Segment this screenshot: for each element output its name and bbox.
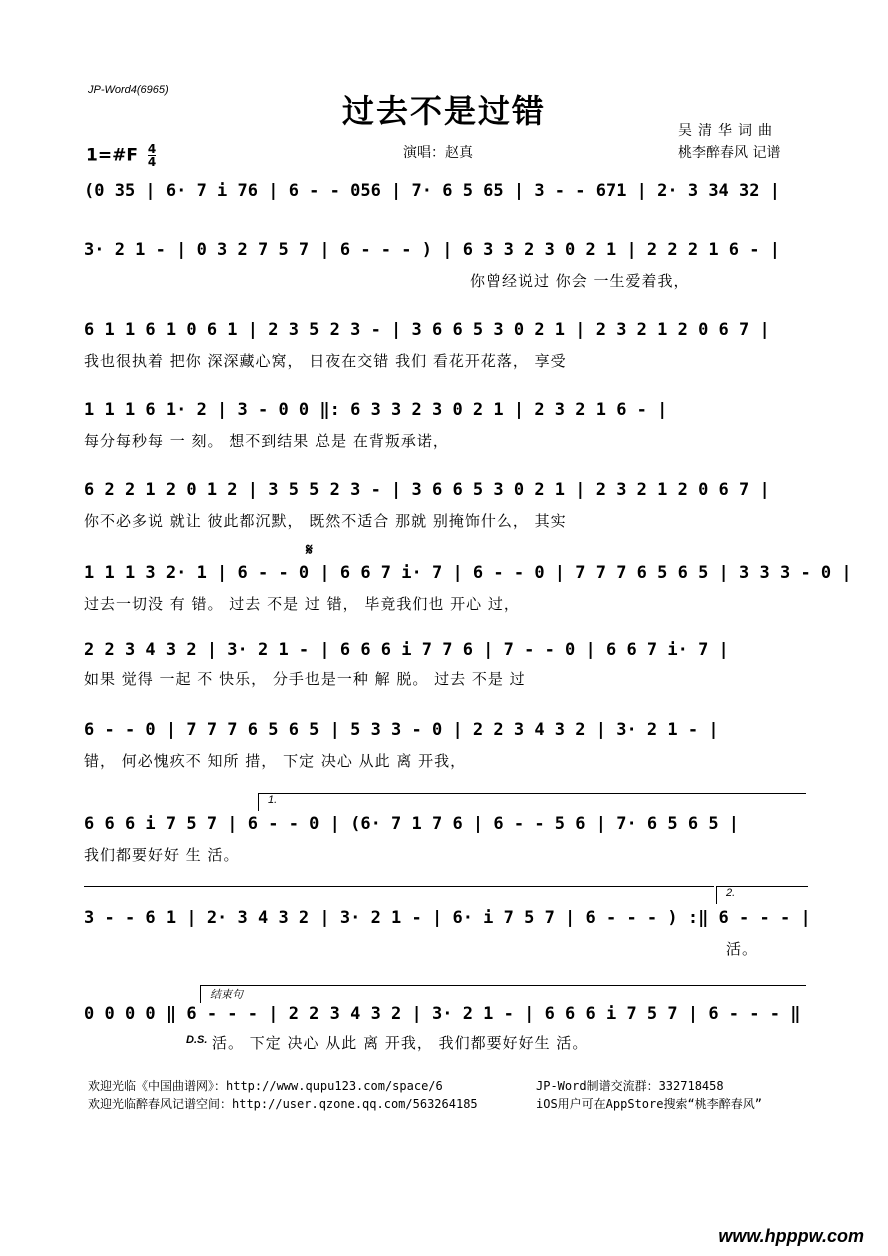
key-signature <box>86 143 156 168</box>
song-title: 过去不是过错 <box>341 92 546 130</box>
score-notes-3: 6 1 1 6 1 0 6 1 | 2 3 5 2 3 - | 3 6 6 5 3 0 2 1 | 2 3 2 1 2 0 6 7 | <box>84 320 770 340</box>
ending-line <box>200 985 806 986</box>
lyrics-11: 活。 下定 决心 从此 离 开我， 我们都要好好生 活。 <box>212 1034 589 1052</box>
transcriber-credit: 桃李醉春风 记谱 <box>678 145 781 161</box>
score-notes-11: 0 0 0 0 ‖ 6 - - - | 2 2 3 4 3 2 | 3· 2 1 - | 6 6 6 i 7 5 7 | 6 - - - ‖ <box>84 1004 801 1024</box>
lyrics-7: 如果 觉得 一起 不 快乐， 分手也是一种 解 脱。 过去 不是 过 <box>84 670 526 688</box>
singer-credit: 演唱：赵真 <box>403 145 473 161</box>
score-notes-2: 3· 2 1 - | 0 3 2 7 5 7 | 6 - - - ) | 6 3 3 2 3 0 2 1 | 2 2 2 1 6 - | <box>84 240 780 260</box>
time-top: 4 <box>147 142 157 156</box>
ending-tick <box>200 985 201 1003</box>
lyrics-2: 你曾经说过 你会 一生爱着我， <box>470 272 690 290</box>
volta-1-tick <box>258 793 259 811</box>
lyrics-10: 活。 <box>726 940 759 958</box>
ending-label: 结束句 <box>210 989 243 1001</box>
source-label: JP-Word4(6965) <box>88 84 169 96</box>
lyrics-6: 过去一切没 有 错。 过去 不是 过 错， 毕竟我们也 开心 过， <box>84 595 520 613</box>
score-notes-5: 6 2 2 1 2 0 1 2 | 3 5 5 2 3 - | 3 6 6 5 3 0 2 1 | 2 3 2 1 2 0 6 7 | <box>84 480 770 500</box>
time-signature <box>148 143 156 168</box>
segno-sign: 𝄋 <box>306 540 313 559</box>
time-bottom: 4 <box>147 155 157 169</box>
score-notes-4: 1 1 1 6 1· 2 | 3 - 0 0 ‖: 6 3 3 2 3 0 2 1 | 2 3 2 1 6 - | <box>84 400 668 420</box>
footer-group: JP-Word制谱交流群：332718458 <box>536 1079 724 1093</box>
volta-1-line <box>258 793 806 794</box>
score-notes-9: 6 6 6 i 7 5 7 | 6 - - 0 | (6· 7 1 7 6 | 6 - - 5 6 | 7· 6 5 6 5 | <box>84 814 740 834</box>
footer-appstore: iOS用户可在AppStore搜索“桃李醉春风” <box>536 1097 762 1111</box>
score-notes-1: (0 35 | 6· 7 i 76 | 6 - - 056 | 7· 6 5 65 | 3 - - 671 | 2· 3 34 32 | <box>84 181 780 201</box>
score-notes-10: 3 - - 6 1 | 2· 3 4 3 2 | 3· 2 1 - | 6· i 7 5 7 | 6 - - - ) :‖ 6 - - - | <box>84 908 811 928</box>
footer-link-qupu: 欢迎光临《中国曲谱网》：http://www.qupu123.com/space/6 <box>88 1079 443 1093</box>
lyrics-3: 我也很执着 把你 深深藏心窝， 日夜在交错 我们 看花开花落， 享受 <box>84 352 567 370</box>
key-label: 1=#F <box>86 145 138 166</box>
score-notes-7: 2 2 3 4 3 2 | 3· 2 1 - | 6 6 6 i 7 7 6 | 7 - - 0 | 6 6 7 i· 7 | <box>84 640 729 660</box>
score-notes-6: 1 1 1 3 2· 1 | 6 - - 0 | 6 6 7 i· 7 | 6 - - 0 | 7 7 7 6 5 6 5 | 3 3 3 - 0 | <box>84 563 852 583</box>
volta-2-label: 2. <box>726 887 736 899</box>
volta-1-label: 1. <box>268 794 278 806</box>
composer-credit: 吴清华词曲 <box>678 123 778 139</box>
volta-2-tick <box>716 886 717 904</box>
lyrics-8: 错， 何必愧疚不 知所 措， 下定 决心 从此 离 开我， <box>84 752 467 770</box>
footer-link-qzone: 欢迎光临醉春风记谱空间：http://user.qzone.qq.com/563264185 <box>88 1097 478 1111</box>
lyrics-4: 每分每秒每 一 刻。 想不到结果 总是 在背叛承诺， <box>84 432 449 450</box>
site-watermark: www.hpppw.com <box>718 1226 864 1246</box>
ds-marker: D.S. <box>186 1034 208 1046</box>
score-notes-8: 6 - - 0 | 7 7 7 6 5 6 5 | 5 3 3 - 0 | 2 2 3 4 3 2 | 3· 2 1 - | <box>84 720 719 740</box>
lyrics-5: 你不必多说 就让 彼此都沉默， 既然不适合 那就 别掩饰什么， 其实 <box>84 512 567 530</box>
volta-1-continuation <box>84 886 714 887</box>
lyrics-9: 我们都要好好 生 活。 <box>84 846 240 864</box>
